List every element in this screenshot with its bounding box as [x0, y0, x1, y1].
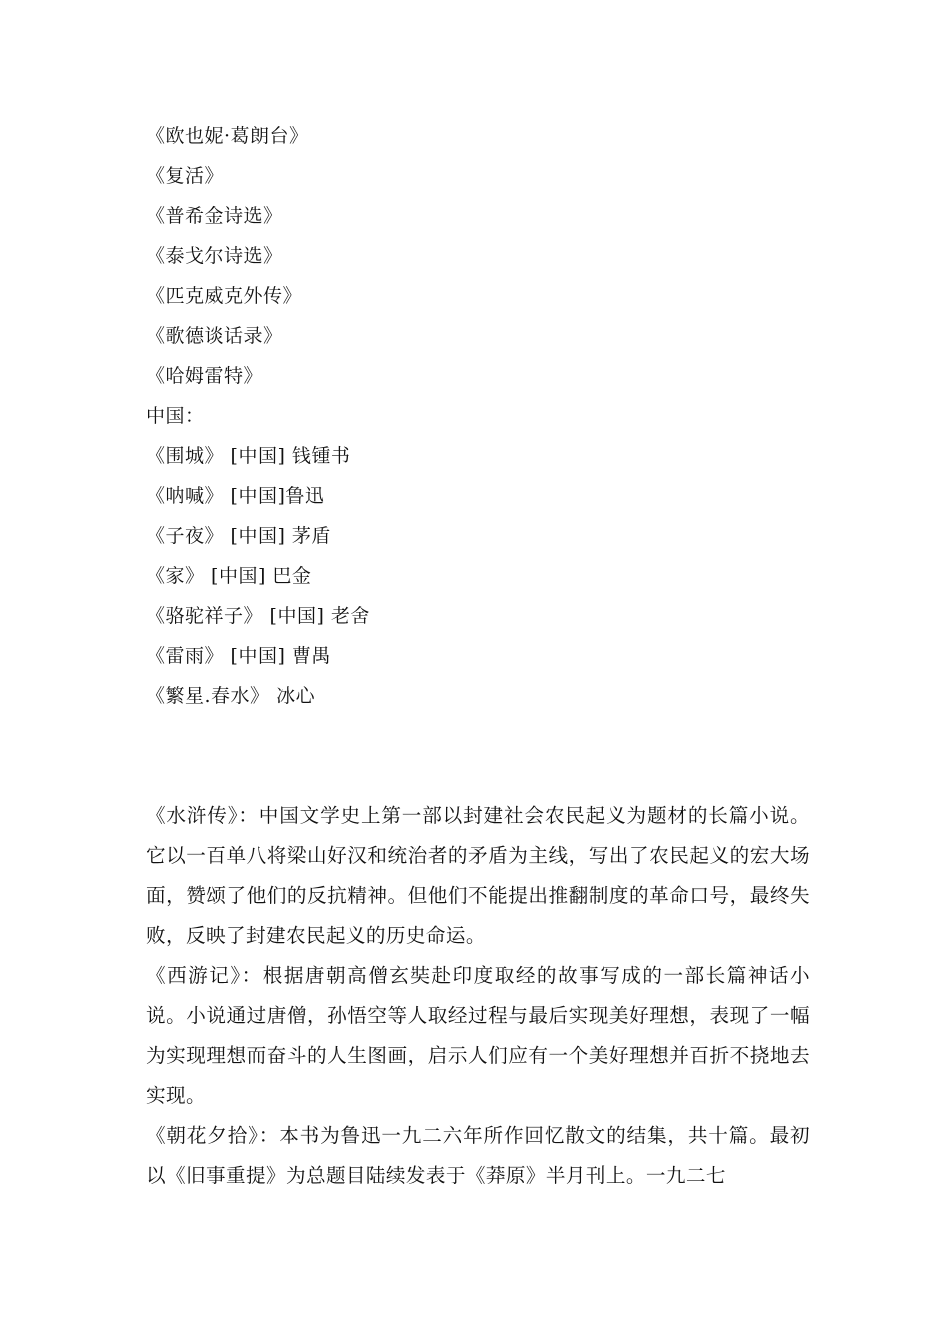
section-heading: 中国： — [146, 405, 205, 427]
paragraph-shuihuzhuan: 《水浒传》：中国文学史上第一部以封建社会农民起义为题材的长篇小说。它以一百单八将梁山好汉和统治者的矛盾为主线，写出了农民起义的宏大场面，赞颂了他们的反抗精神。但他们不能提出推翻制度的革命口号，最终失败，反映了封建农民起义的历史命运。 — [146, 804, 810, 947]
list-item: 《呐喊》 [中国]鲁迅 — [146, 485, 325, 507]
list-item: 《繁星.春水》 冰心 — [146, 685, 316, 707]
list-item: 《匹克威克外传》 — [146, 285, 303, 307]
list-item: 《哈姆雷特》 — [146, 365, 264, 387]
list-item: 《家》 [中国] 巴金 — [146, 565, 312, 587]
list-item: 《骆驼祥子》 [中国] 老舍 — [146, 605, 370, 627]
list-item: 《泰戈尔诗选》 — [146, 245, 283, 267]
list-item: 《歌德谈话录》 — [146, 325, 283, 347]
list-item: 《欧也妮·葛朗台》 — [146, 125, 309, 147]
paragraph-xiyouji: 《西游记》：根据唐朝高僧玄奘赴印度取经的故事写成的一部长篇神话小说。小说通过唐僧，孙悟空等人取经过程与最后实现美好理想，表现了一幅为实现理想而奋斗的人生图画，启示人们应有一个美好理想并百折不挠地去实现。 — [146, 964, 810, 1107]
list-item: 《子夜》 [中国] 茅盾 — [146, 525, 331, 547]
paragraph-zhaohuaxishi: 《朝花夕拾》：本书为鲁迅一九二六年所作回忆散文的结集，共十篇。最初以《旧事重提》为总题目陆续发表于《莽原》半月刊上。一九二七 — [146, 1124, 810, 1187]
book-descriptions — [146, 796, 810, 1196]
book-list — [146, 116, 806, 716]
list-item: 《普希金诗选》 — [146, 205, 283, 227]
list-item: 《复活》 — [146, 165, 225, 187]
list-item: 《雷雨》 [中国] 曹禺 — [146, 645, 331, 667]
list-item: 《围城》 [中国] 钱锺书 — [146, 445, 351, 467]
